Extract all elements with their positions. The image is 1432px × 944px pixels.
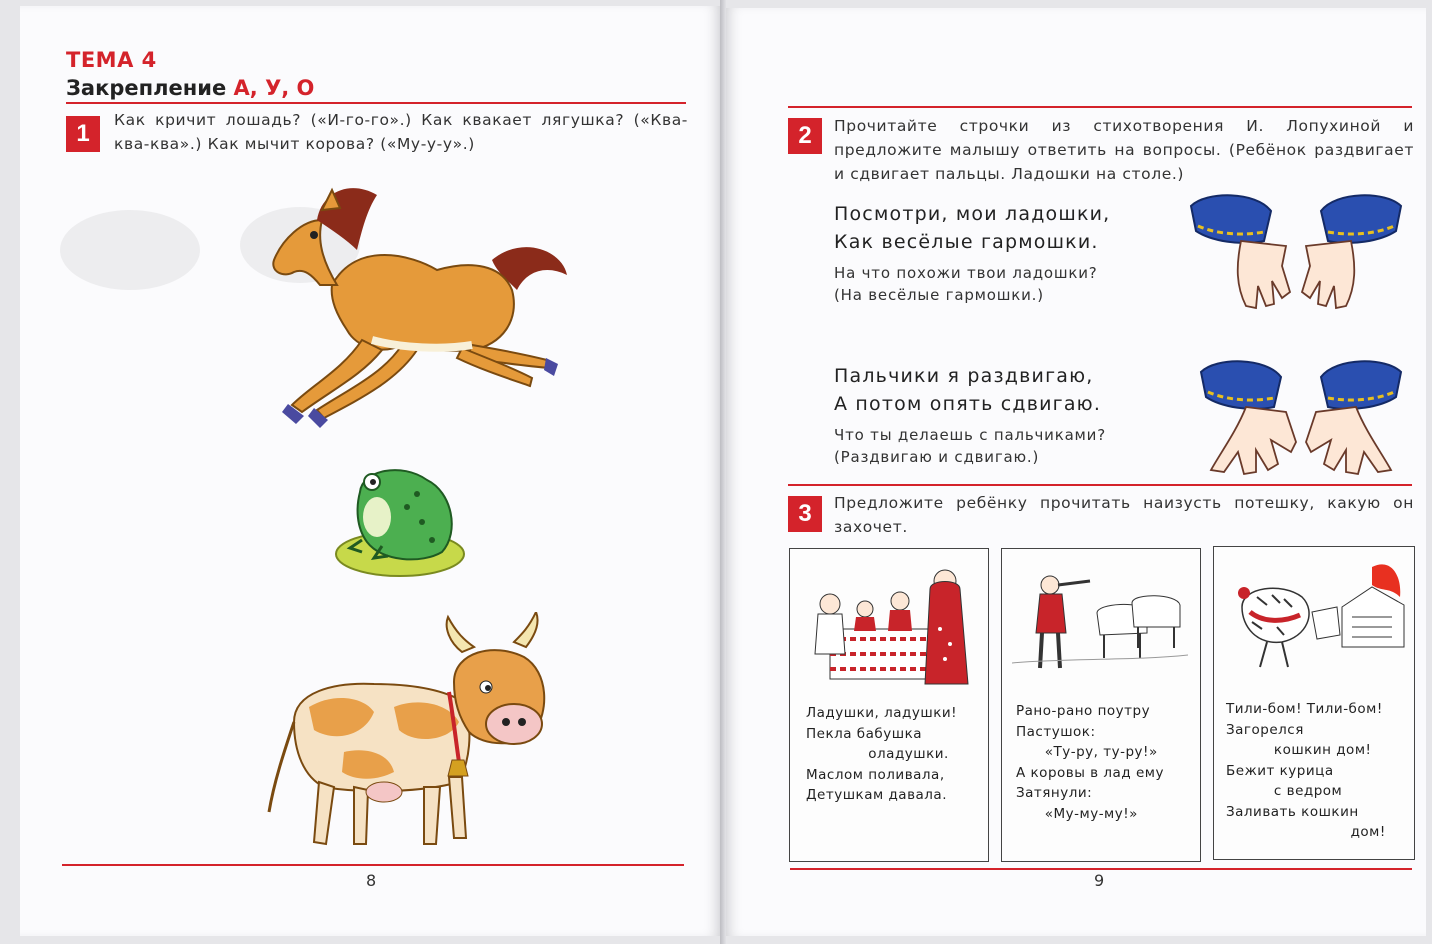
right-header-line <box>788 106 1412 108</box>
frog-illustration <box>332 462 472 580</box>
topic-label: ТЕМА 4 <box>66 48 157 72</box>
task3-separator <box>788 484 1412 486</box>
title-letters: А, У, О <box>233 76 315 100</box>
page-title <box>66 76 314 100</box>
rhyme-card-3-text: Тили-бом! Тили-бом! Загорелся кошкин дом! Бежит курица с ведром Заливать кошкин дом! <box>1226 701 1386 840</box>
hands-together-illustration <box>1186 186 1406 316</box>
rhyme-card-3 <box>1213 546 1415 860</box>
hands-spread-illustration <box>1196 352 1406 478</box>
rhyme-card-2-text: Рано-рано поутру Пастушок: «Ту-ру, ту-ру!» А коровы в лад ему Затянули: «Му-му-му!» <box>1016 703 1164 822</box>
rhyme-card-1-text: Ладушки, ладушки! Пекла бабушка оладушки. Маслом поливала, Детушкам давала. <box>806 705 958 803</box>
task3-text: Предложите ребёнку прочитать наизусть потешку, какую он захочет. <box>834 494 1414 536</box>
task-number-1: 1 <box>66 116 100 152</box>
book-spine <box>720 0 726 944</box>
verse2-line2: А потом опять сдвигаю. <box>834 393 1102 415</box>
answer2: (Раздвигаю и сдвигаю.) <box>834 448 1040 466</box>
page-number-right: 9 <box>1094 871 1105 890</box>
title-prefix: Закрепление <box>66 76 234 100</box>
verse1-line1: Посмотри, мои ладошки, <box>834 203 1111 225</box>
rhyme-card-2 <box>1001 548 1201 862</box>
cow-illustration <box>264 612 564 858</box>
hen-bucket-fire-illustration <box>1222 557 1406 677</box>
title-underline <box>66 102 686 104</box>
left-footer-line <box>62 864 684 866</box>
task-number-3: 3 <box>788 496 822 532</box>
shepherd-cows-illustration <box>1012 563 1188 683</box>
page-number-left: 8 <box>366 871 377 890</box>
verse2-line1: Пальчики я раздвигаю, <box>834 365 1094 387</box>
rhyme-card-1 <box>789 548 989 862</box>
task1-text: Как кричит лошадь? («И-го-го».) Как квакает лягушка? («Ква-ква-ква».) Как мычит корова? («Му-у-у».) <box>114 111 688 153</box>
horse-illustration <box>262 180 572 430</box>
task2-text: Прочитайте строчки из стихотворения И. Лопухиной и предложите малышу ответить на вопросы. (Ребёнок раздвигает и сдвигает пальцы. Ладошки на столе.) <box>834 117 1414 183</box>
verse1-line2: Как весёлые гармошки. <box>834 231 1099 253</box>
answer1: (На весёлые гармошки.) <box>834 286 1044 304</box>
question1: На что похожи твои ладошки? <box>834 264 1098 282</box>
family-table-illustration <box>800 559 976 689</box>
task-number-2: 2 <box>788 118 822 154</box>
right-footer-line <box>790 868 1412 870</box>
question2: Что ты делаешь с пальчиками? <box>834 426 1106 444</box>
